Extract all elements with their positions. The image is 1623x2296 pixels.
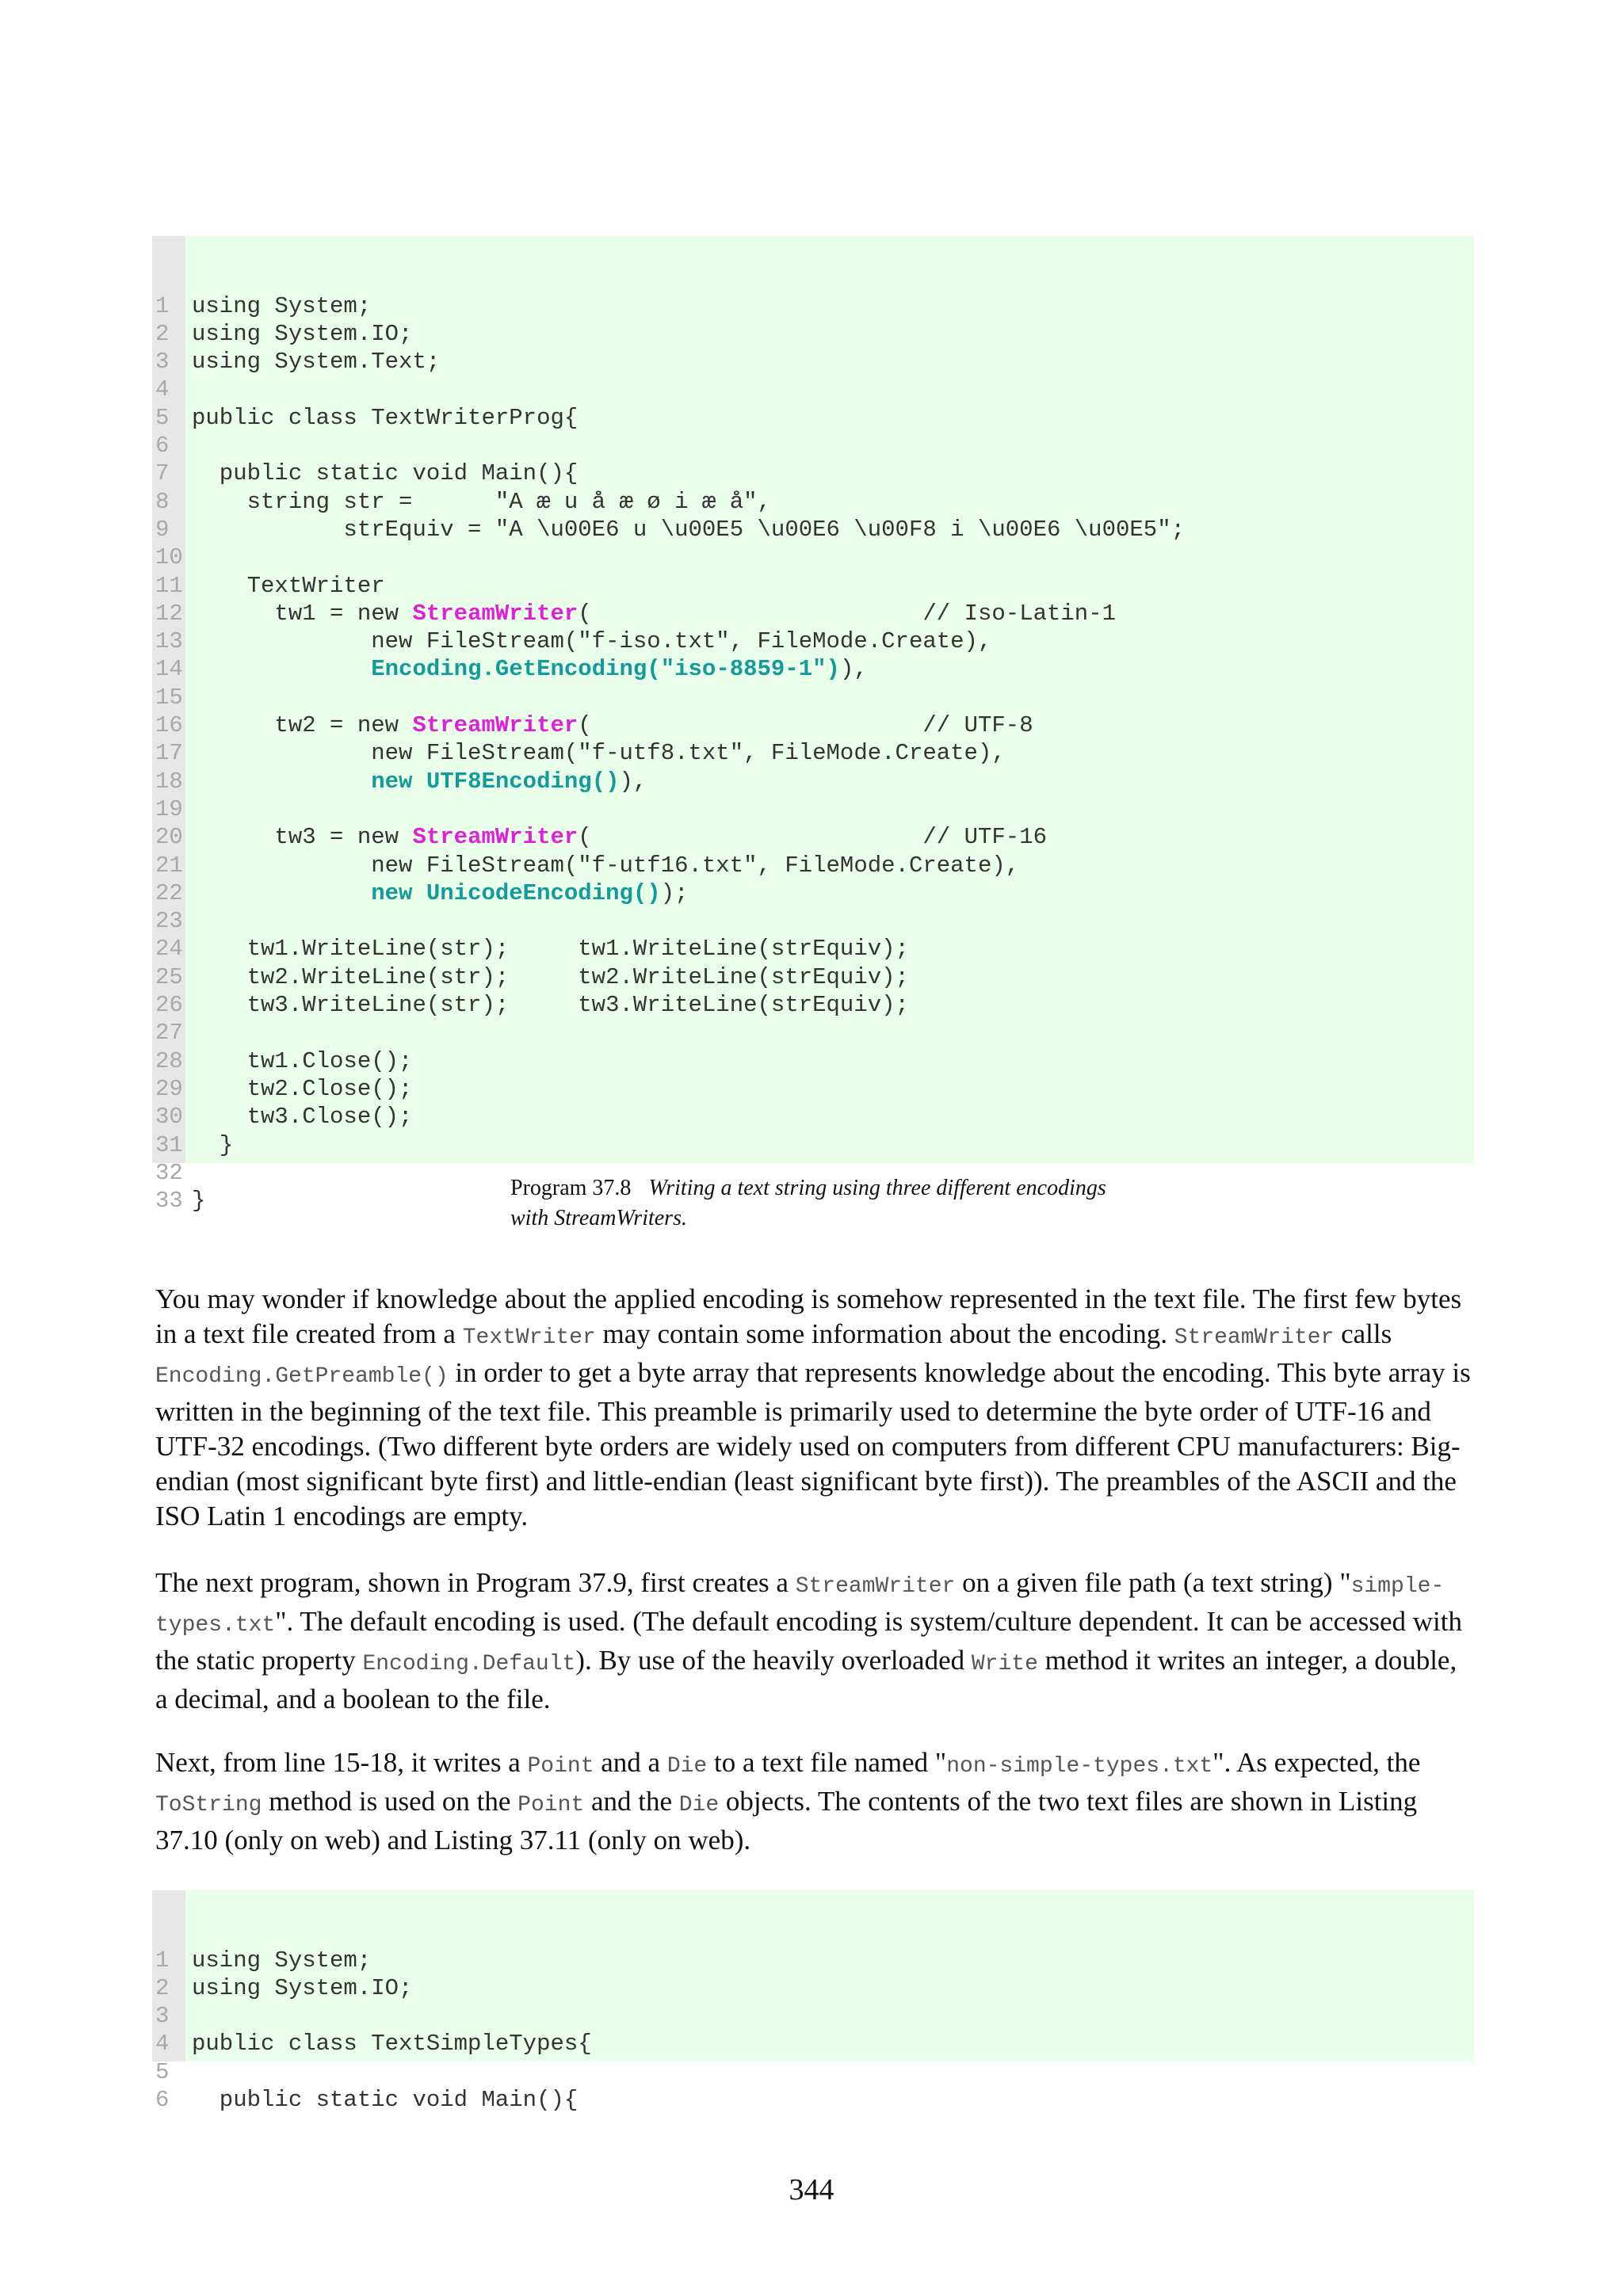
code-line bbox=[152, 852, 1474, 879]
inline-code: TextWriter bbox=[462, 1325, 596, 1350]
line-number: 23 bbox=[155, 908, 183, 935]
code-segment: ), bbox=[839, 656, 868, 683]
code-line bbox=[152, 488, 1474, 516]
code-line bbox=[152, 516, 1474, 543]
line-number: 12 bbox=[155, 600, 183, 627]
inline-code: Encoding.GetPreamble() bbox=[155, 1364, 449, 1389]
text-run: ". As expected, the bbox=[1212, 1747, 1421, 1778]
code-segment: ); bbox=[660, 879, 689, 906]
line-number: 11 bbox=[155, 572, 183, 599]
line-number: 20 bbox=[155, 824, 183, 851]
text-run: and the bbox=[584, 1786, 679, 1817]
inline-code: Encoding.Default bbox=[362, 1652, 576, 1676]
code-segment bbox=[192, 656, 371, 682]
line-number: 30 bbox=[155, 1104, 183, 1131]
code-text bbox=[192, 852, 1019, 879]
code-line bbox=[152, 1019, 1474, 1047]
code-segment: TextWriter bbox=[192, 572, 385, 599]
code-highlight: StreamWriter bbox=[412, 712, 579, 739]
code-text bbox=[192, 991, 909, 1019]
code-line bbox=[152, 543, 1474, 571]
code-text bbox=[192, 879, 689, 907]
code-line bbox=[152, 2086, 1474, 2114]
line-number: 13 bbox=[155, 628, 183, 655]
text-run: in order to get a byte array that represents knowledge about the encoding. This byte array is written in the beginning of the text file. This preamble is primarily used to determine the byte order of UTF-16 and UTF-32 encodings. (Two different byte orders are widely used on computers from different CPU manufacturers: Big-endian (most significant byte first) and little-endian (least significant byte first)). The preambles of the ASCII and the ISO Latin 1 encodings are empty. bbox=[155, 1357, 1471, 1531]
code-segment: } bbox=[192, 1188, 206, 1215]
line-number: 14 bbox=[155, 656, 183, 683]
code-segment bbox=[192, 880, 371, 906]
code-segment: using System.IO; bbox=[192, 320, 413, 347]
paragraph-2 bbox=[155, 1566, 1476, 1717]
inline-code: StreamWriter bbox=[1174, 1325, 1335, 1350]
code-line bbox=[152, 795, 1474, 823]
line-number: 5 bbox=[155, 404, 170, 431]
code-line bbox=[152, 404, 1474, 432]
code-segment: using System.Text; bbox=[192, 349, 441, 376]
text-run: method is used on the bbox=[262, 1786, 518, 1817]
code-segment: tw2.WriteLine(str); tw2.WriteLine(strEquiv); bbox=[192, 963, 909, 990]
text-run: ). By use of the heavily overloaded bbox=[575, 1645, 972, 1676]
inline-code: simple-types.txt bbox=[155, 1574, 1445, 1638]
code-line bbox=[152, 739, 1474, 767]
line-number: 32 bbox=[155, 1159, 183, 1186]
code-line bbox=[152, 655, 1474, 683]
inline-code: Point bbox=[527, 1754, 594, 1779]
code-line bbox=[152, 1131, 1474, 1159]
text-run: and a bbox=[594, 1747, 667, 1778]
code-line bbox=[152, 1103, 1474, 1131]
code-segment: public static void Main(){ bbox=[192, 460, 579, 487]
code-line bbox=[152, 460, 1474, 487]
code-text bbox=[192, 460, 578, 487]
code-segment: new FileStream("f-iso.txt", FileMode.Create), bbox=[192, 628, 992, 655]
code-segment: ( // UTF-8 bbox=[578, 712, 1033, 739]
code-text bbox=[192, 1103, 412, 1131]
line-number: 4 bbox=[155, 376, 170, 403]
code-segment: tw2.Close(); bbox=[192, 1075, 413, 1102]
code-highlight: Encoding.GetEncoding("iso-8859-1") bbox=[371, 656, 840, 683]
program-caption bbox=[510, 1173, 1113, 1234]
code-line bbox=[152, 684, 1474, 711]
code-text bbox=[192, 768, 647, 795]
line-number: 25 bbox=[155, 963, 183, 990]
code-line bbox=[152, 1047, 1474, 1075]
line-number: 33 bbox=[155, 1188, 183, 1215]
code-highlight: StreamWriter bbox=[412, 600, 579, 627]
line-number: 9 bbox=[155, 516, 170, 543]
caption-number: Program 37.8 bbox=[510, 1176, 632, 1200]
code-segment: strEquiv = "A \u00E6 u \u00E5 \u00E6 \u00F8 i \u00E6 \u00E5"; bbox=[192, 516, 1186, 543]
inline-code: StreamWriter bbox=[795, 1574, 956, 1599]
code-segment: ( // UTF-16 bbox=[578, 824, 1047, 851]
code-text bbox=[192, 348, 440, 376]
code-segment: ( // Iso-Latin-1 bbox=[578, 600, 1117, 627]
code-text bbox=[192, 292, 371, 320]
text-run: ". The default encoding is used. (The default encoding is system/culture dependent. It can be accessed with the static property bbox=[155, 1606, 1462, 1676]
text-run: Next, from line 15-18, it writes a bbox=[155, 1747, 528, 1778]
line-number: 31 bbox=[155, 1131, 183, 1158]
paragraph-1 bbox=[155, 1282, 1476, 1534]
code-segment: using System.IO; bbox=[192, 1974, 413, 2001]
code-text bbox=[192, 935, 909, 963]
code-text bbox=[192, 600, 1116, 627]
text-run: You may wonder if knowledge about the applied encoding is somehow represented in the text file. The first few bytes in a text file created from a bbox=[155, 1283, 1462, 1349]
line-number: 1 bbox=[155, 292, 170, 319]
code-text bbox=[192, 572, 385, 600]
text-run: The next program, shown in Program 37.9, first creates a bbox=[155, 1567, 796, 1598]
code-segment: new FileStream("f-utf16.txt", FileMode.Create), bbox=[192, 852, 1020, 879]
code-highlight: new UnicodeEncoding() bbox=[371, 879, 661, 906]
code-text bbox=[192, 2030, 592, 2058]
code-line bbox=[152, 1075, 1474, 1103]
code-line bbox=[152, 2058, 1474, 2086]
code-line bbox=[152, 1947, 1474, 1974]
code-segment: using System; bbox=[192, 292, 372, 319]
line-number: 2 bbox=[155, 1974, 170, 2001]
line-number: 26 bbox=[155, 992, 183, 1019]
inline-code: non-simple-types.txt bbox=[946, 1754, 1213, 1779]
code-text bbox=[192, 711, 1033, 739]
code-line bbox=[152, 320, 1474, 348]
code-segment: string str = "A æ u å æ ø i æ å", bbox=[192, 488, 771, 515]
code-text bbox=[192, 823, 1047, 851]
line-number: 22 bbox=[155, 879, 183, 906]
code-text bbox=[192, 516, 1185, 543]
line-number: 16 bbox=[155, 712, 183, 739]
text-run: may contain some information about the encoding. bbox=[595, 1318, 1174, 1349]
code-text bbox=[192, 655, 868, 683]
code-line bbox=[152, 432, 1474, 460]
line-number: 1 bbox=[155, 1947, 170, 1974]
code-line bbox=[152, 879, 1474, 907]
code-text bbox=[192, 963, 909, 991]
code-segment: new FileStream("f-utf8.txt", FileMode.Create), bbox=[192, 740, 1006, 767]
line-number: 3 bbox=[155, 349, 170, 376]
code-segment: tw2 = new bbox=[192, 712, 413, 739]
code-text bbox=[192, 320, 412, 348]
code-line bbox=[152, 907, 1474, 935]
paragraph-3 bbox=[155, 1745, 1476, 1858]
text-run: to a text file named " bbox=[707, 1747, 947, 1778]
line-number: 2 bbox=[155, 320, 170, 347]
code-text bbox=[192, 739, 1006, 767]
code-line bbox=[152, 376, 1474, 403]
code-text bbox=[192, 1075, 412, 1103]
code-line bbox=[152, 600, 1474, 627]
code-segment bbox=[192, 769, 371, 795]
text-run: method it writes an integer, a double, a decimal, and a boolean to the file. bbox=[155, 1645, 1457, 1714]
code-segment: tw1 = new bbox=[192, 600, 413, 627]
code-segment: tw1.WriteLine(str); tw1.WriteLine(strEquiv); bbox=[192, 936, 909, 963]
line-number: 27 bbox=[155, 1020, 183, 1047]
line-number: 19 bbox=[155, 795, 183, 822]
line-number: 10 bbox=[155, 544, 183, 571]
inline-code: Point bbox=[517, 1793, 585, 1817]
code-line bbox=[152, 2002, 1474, 2030]
text-run: calls bbox=[1334, 1318, 1392, 1349]
page-number: 344 bbox=[789, 2173, 834, 2206]
code-line bbox=[152, 823, 1474, 851]
code-text bbox=[192, 1047, 412, 1075]
inline-code: Die bbox=[666, 1754, 708, 1779]
line-number: 8 bbox=[155, 488, 170, 515]
code-text bbox=[192, 488, 771, 516]
code-line bbox=[152, 2030, 1474, 2058]
code-line bbox=[152, 935, 1474, 963]
code-segment: ), bbox=[619, 768, 647, 795]
line-number: 7 bbox=[155, 460, 170, 487]
code-text bbox=[192, 1131, 233, 1159]
code-line bbox=[152, 292, 1474, 320]
line-number: 4 bbox=[155, 2031, 170, 2058]
line-number: 17 bbox=[155, 740, 183, 767]
code-text bbox=[192, 1974, 412, 2002]
code-line bbox=[152, 627, 1474, 655]
line-number: 21 bbox=[155, 852, 183, 879]
code-segment: tw3.WriteLine(str); tw3.WriteLine(strEquiv); bbox=[192, 992, 909, 1019]
code-segment: tw1.Close(); bbox=[192, 1047, 413, 1074]
inline-code: Die bbox=[678, 1793, 720, 1817]
code-text bbox=[192, 1187, 205, 1215]
text-run: on a given file path (a text string) " bbox=[955, 1567, 1351, 1598]
code-line bbox=[152, 991, 1474, 1019]
code-line bbox=[152, 963, 1474, 991]
line-number: 28 bbox=[155, 1047, 183, 1074]
code-line bbox=[152, 348, 1474, 376]
code-segment: public class TextWriterProg{ bbox=[192, 404, 579, 431]
line-number: 24 bbox=[155, 936, 183, 963]
line-number: 29 bbox=[155, 1075, 183, 1102]
line-number: 18 bbox=[155, 768, 183, 795]
code-text bbox=[192, 627, 991, 655]
caption-title: Writing a text string using three different encodings with StreamWriters. bbox=[510, 1176, 1106, 1230]
code-listing-2 bbox=[152, 1890, 1474, 2114]
code-text bbox=[192, 404, 578, 432]
line-number: 3 bbox=[155, 2003, 170, 2030]
line-number: 6 bbox=[155, 433, 170, 460]
code-segment: using System; bbox=[192, 1947, 372, 1974]
inline-code: ToString bbox=[155, 1793, 262, 1817]
code-segment: tw3.Close(); bbox=[192, 1104, 413, 1131]
code-segment: public class TextSimpleTypes{ bbox=[192, 2031, 592, 2058]
code-line bbox=[152, 711, 1474, 739]
code-line bbox=[152, 572, 1474, 600]
code-segment: } bbox=[192, 1131, 234, 1158]
line-number: 6 bbox=[155, 2087, 170, 2114]
code-text bbox=[192, 1947, 371, 1974]
line-number: 5 bbox=[155, 2058, 170, 2085]
code-highlight: new UTF8Encoding() bbox=[371, 768, 620, 795]
code-highlight: StreamWriter bbox=[412, 824, 579, 851]
text-run: objects. The contents of the two text files are shown in Listing 37.10 (only on web) and Listing 37.11 (only on web). bbox=[155, 1786, 1418, 1855]
code-segment: tw3 = new bbox=[192, 824, 413, 851]
code-line bbox=[152, 1974, 1474, 2002]
code-text bbox=[192, 2086, 578, 2114]
inline-code: Write bbox=[971, 1652, 1038, 1676]
code-line bbox=[152, 768, 1474, 795]
code-segment: public static void Main(){ bbox=[192, 2087, 579, 2114]
line-number: 15 bbox=[155, 684, 183, 711]
